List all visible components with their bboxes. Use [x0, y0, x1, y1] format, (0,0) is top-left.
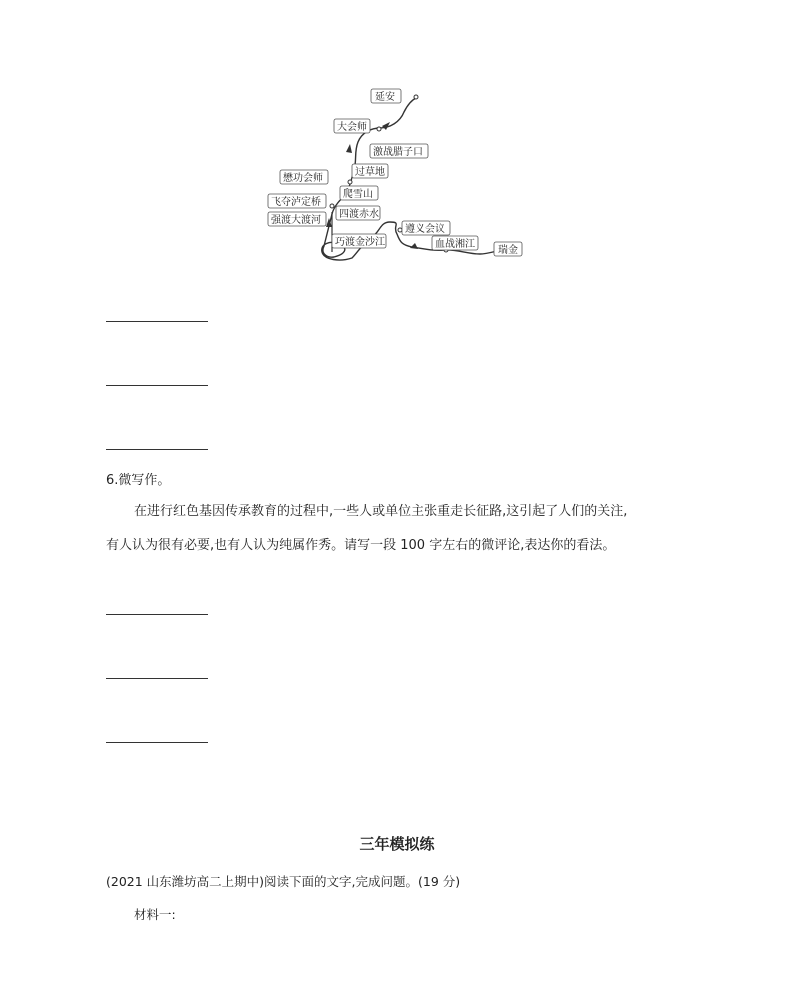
label-yanan: [371, 89, 401, 103]
svg-text:懋功会师: 懋功会师: [283, 173, 323, 184]
svg-text:飞夺泸定桥: 飞夺泸定桥: [271, 197, 321, 208]
label-caodi: [352, 164, 388, 178]
question-6-prompt: [106, 495, 686, 563]
label-xiangjiang: [432, 236, 478, 250]
svg-text:大会师: 大会师: [337, 122, 367, 133]
svg-text:强渡大渡河: 强渡大渡河: [271, 215, 321, 226]
label-xueshan: [340, 186, 378, 200]
label-chishui: [336, 206, 380, 220]
material-heading: 材料一:: [134, 907, 176, 922]
label-lazikou: [370, 144, 428, 158]
svg-text:过草地: 过草地: [355, 167, 385, 178]
label-luding: [268, 194, 326, 208]
section-title: 三年模拟练: [359, 835, 435, 853]
label-daduhe: [268, 212, 326, 226]
answer-line: [106, 742, 208, 743]
label-ruijin: [494, 242, 522, 256]
label-dahuishi: [334, 119, 370, 133]
answer-line: [106, 614, 208, 615]
label-jinshajiang: [332, 234, 386, 248]
prompt-line-1: 在进行红色基因传承教育的过程中,一些人或单位主张重走长征路,这引起了人们的关注,: [134, 504, 628, 519]
answer-line: [106, 449, 208, 450]
svg-text:巧渡金沙江: 巧渡金沙江: [335, 237, 385, 248]
question-6-title: 6.微写作。: [106, 473, 171, 488]
svg-text:爬雪山: 爬雪山: [343, 189, 373, 200]
svg-text:遵义会议: 遵义会议: [405, 224, 445, 235]
answer-line: [106, 385, 208, 386]
answer-line: [106, 678, 208, 679]
svg-text:激战腊子口: 激战腊子口: [373, 147, 423, 158]
answer-line: [106, 321, 208, 322]
long-march-route-map: [262, 82, 532, 268]
svg-text:延安: 延安: [375, 92, 395, 103]
svg-text:瑞金: 瑞金: [498, 245, 518, 256]
svg-text:四渡赤水: 四渡赤水: [339, 209, 379, 220]
label-zunyi: [402, 221, 450, 235]
prompt-line-2: 有人认为很有必要,也有人认为纯属作秀。请写一段 100 字左右的微评论,表达你的看法。: [106, 538, 616, 553]
label-maogong: [280, 170, 328, 184]
svg-text:血战湘江: 血战湘江: [435, 239, 475, 250]
question-source: (2021 山东潍坊高二上期中)阅读下面的文字,完成问题。(19 分): [106, 874, 461, 889]
